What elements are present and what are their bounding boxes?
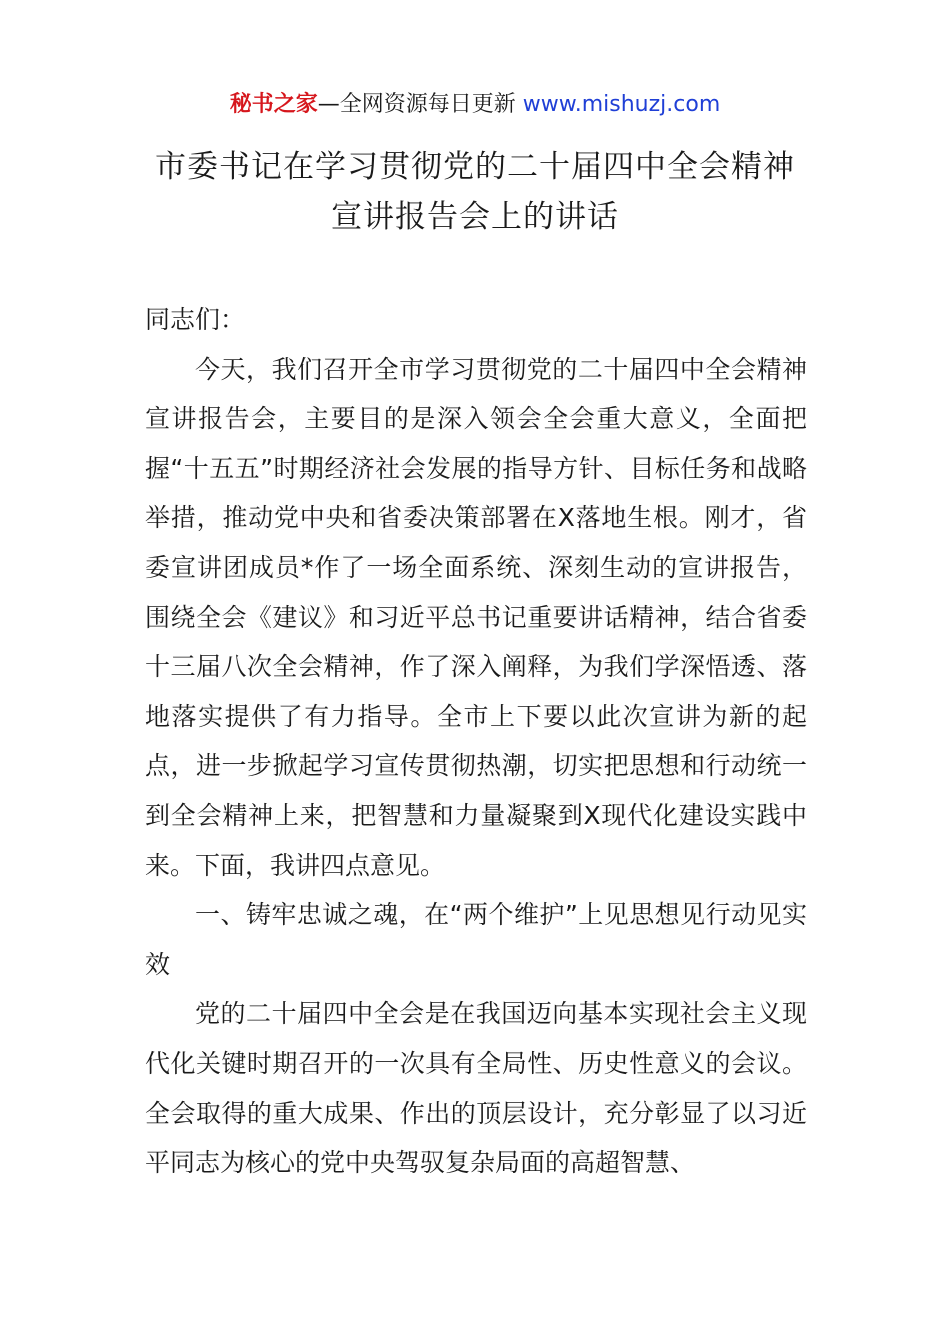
site-brand: 秘书之家 (229, 92, 318, 117)
title-line-2: 宣讲报告会上的讲话 (331, 199, 619, 235)
site-tagline: —全网资源每日更新 (317, 92, 516, 117)
salutation: 同志们： (145, 305, 246, 334)
site-header (0, 88, 950, 122)
title-line-1: 市委书记在学习贯彻党的二十届四中全会精神 (155, 149, 795, 185)
document-title (0, 142, 950, 242)
section-heading-1: 一、铸牢忠诚之魂，在“两个维护”上见思想见行动见实效 (145, 900, 807, 979)
paragraph-intro: 今天，我们召开全市学习贯彻党的二十届四中全会精神宣讲报告会，主要目的是深入领会全会重大意义，全面把握“十五五”时期经济社会发展的指导方针、目标任务和战略举措，推动党中央和省委决策部署在X落地生根。刚才，省委宣讲团成员*作了一场全面系统、深刻生动的宣讲报告，围绕全会《建议》和习近平总书记重要讲话精神，结合省委十三届八次全会精神，作了深入阐释，为我们学深悟透、落地落实提供了有力指导。全市上下要以此次宣讲为新的起点，进一步掀起学习宣传贯彻热潮，切实把思想和行动统一到全会精神上来，把智慧和力量凝聚到X现代化建设实践中来。下面，我讲四点意见。 (145, 354, 807, 880)
paragraph-section-1: 党的二十届四中全会是在我国迈向基本实现社会主义现代化关键时期召开的一次具有全局性、历史性意义的会议。全会取得的重大成果、作出的顶层设计，充分彰显了以习近平同志为核心的党中央驾驭复杂局面的高超智慧、 (145, 999, 807, 1178)
document-body (145, 295, 807, 1188)
site-url-link[interactable]: www.mishuzj.com (522, 92, 721, 117)
